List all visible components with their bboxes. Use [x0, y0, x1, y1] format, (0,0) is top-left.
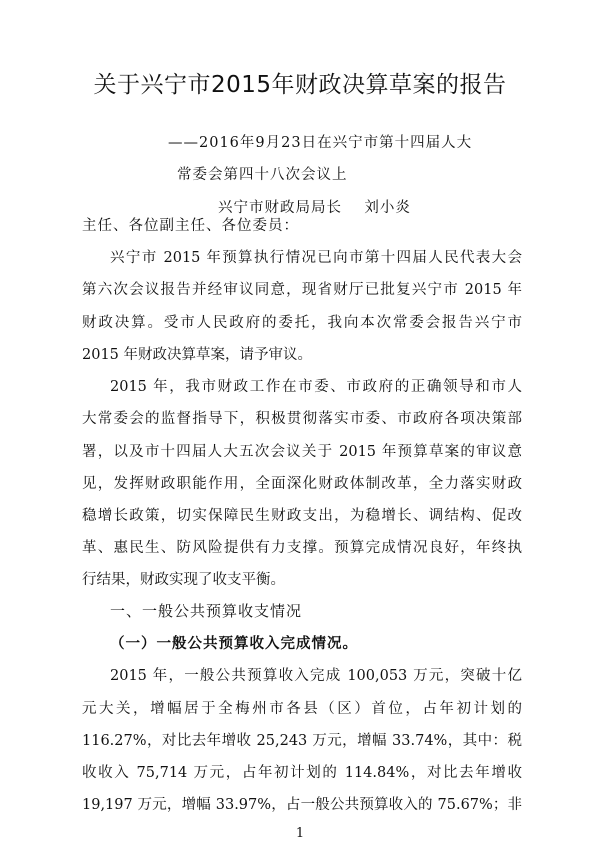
paragraph-line: 元大关，增幅居于全梅州市各县（区）首位，占年初计划的 [82, 701, 522, 717]
salutation: 主任、各位副主任、各位委员： [82, 218, 299, 234]
paragraph-line: 116.27%，对比去年增收 25,243 万元，增幅 33.74%，其中：税 [82, 733, 522, 749]
paragraph-line: 行结果，财政实现了收支平衡。 [82, 572, 285, 588]
report-title: 关于兴宁市2015年财政决算草案的报告 [93, 72, 507, 98]
paragraph-line: 收收入 75,714 万元，占年初计划的 114.84%，对比去年增收 [82, 765, 522, 781]
paragraph-line: 大常委会的监督指导下，积极贯彻落实市委、市政府各项决策部 [82, 411, 522, 427]
paragraph-line: 第六次会议报告并经审议同意，现省财厅已批复兴宁市 2015 年 [82, 282, 522, 298]
section-heading: 一、一般公共预算收支情况 [110, 602, 303, 620]
paragraph-line: 19,197 万元，增幅 33.97%，占一般公共预算收入的 75.67%；非 [82, 797, 522, 813]
paragraph-line: 2015 年，我市财政工作在市委、市政府的正确领导和市人 [110, 379, 522, 395]
page-number: 1 [295, 826, 305, 841]
paragraph-line: 兴宁市 2015 年预算执行情况已向市第十四届人民代表大会 [110, 250, 522, 266]
paragraph-line: 署，以及市十四届人大五次会议关于 2015 年预算草案的审议意 [82, 444, 522, 460]
paragraph-line: 财政决算。受市人民政府的委托，我向本次常委会报告兴宁市 [82, 315, 522, 331]
subtitle-line-2: 常委会第四十八次会议上 [177, 167, 348, 183]
author-line: 兴宁市财政局局长 刘小炎 [218, 200, 411, 216]
paragraph-line: 稳增长政策，切实保障民生财政支出，为稳增长、调结构、促改 [82, 508, 522, 524]
paragraph-line: 2015 年财政决算草案，请予审议。 [82, 347, 313, 363]
paragraph-line: 见，发挥财政职能作用，全面深化财政体制改革，全力落实财政 [82, 476, 522, 492]
paragraph-line: 2015 年，一般公共预算收入完成 100,053 万元，突破十亿 [110, 668, 522, 684]
subsection-heading: （一）一般公共预算收入完成情况。 [110, 635, 358, 652]
paragraph-line: 革、惠民生、防风险提供有力支撑。预算完成情况良好，年终执 [82, 540, 522, 556]
subtitle-line-1: ——2016年9月23日在兴宁市第十四届人大 [168, 135, 473, 151]
